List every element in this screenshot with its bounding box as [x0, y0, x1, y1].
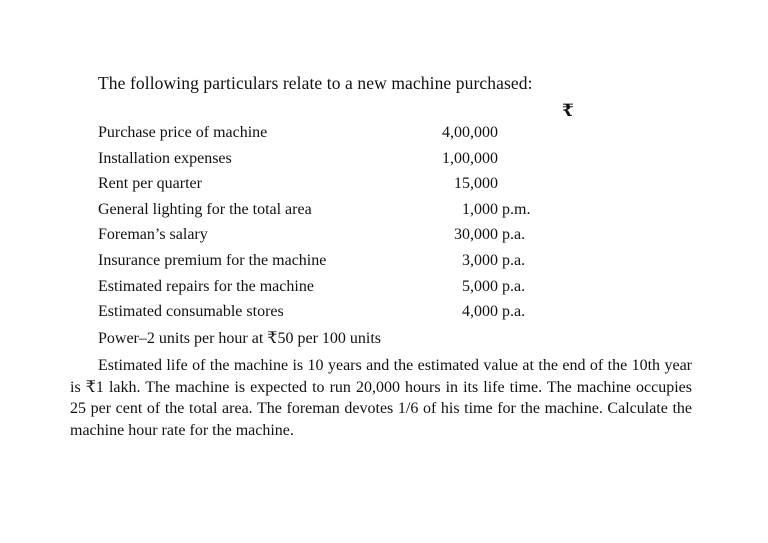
particular-row	[98, 124, 658, 150]
particular-label: General lighting for the total area	[98, 200, 312, 218]
particular-label: Estimated consumable stores	[98, 303, 284, 321]
particular-label: Installation expenses	[98, 149, 232, 167]
particular-amount: 3,000	[462, 251, 498, 269]
particular-unit: p.m.	[502, 200, 531, 218]
particular-row	[98, 150, 658, 176]
particulars-list	[98, 124, 658, 329]
particular-amount: 5,000	[462, 277, 498, 295]
currency-symbol: ₹	[562, 101, 574, 120]
particular-label: Estimated repairs for the machine	[98, 277, 314, 295]
particular-label: Foreman’s salary	[98, 226, 208, 244]
particular-row	[98, 175, 658, 201]
particular-label: Rent per quarter	[98, 175, 202, 193]
particular-amount: 4,000	[462, 303, 498, 321]
particular-label: Insurance premium for the machine	[98, 251, 327, 269]
particular-unit: p.a.	[502, 277, 526, 295]
particular-amount: 1,00,000	[442, 149, 498, 167]
particular-row	[98, 252, 658, 278]
particular-unit: p.a.	[502, 303, 526, 321]
particular-row	[98, 226, 658, 252]
particular-row	[98, 201, 658, 227]
particular-amount: 30,000	[454, 226, 498, 244]
problem-paragraph: Estimated life of the machine is 10 years and the estimated value at the end of the 10th year is ₹1 lakh. The machine is expected to run 20,000 hours in its life time. The machine occupies 25 per cent of the total area. The foreman devotes 1/6 of his time for the machine. Calculate the machine hour rate for the machine.	[70, 357, 692, 439]
particular-amount: 15,000	[454, 175, 498, 193]
particular-row	[98, 278, 658, 304]
particular-amount: 4,00,000	[442, 124, 498, 141]
power-line: Power–2 units per hour at ₹50 per 100 units	[98, 330, 382, 347]
particular-row	[98, 303, 658, 329]
particular-unit: p.a.	[502, 251, 526, 269]
particular-unit: p.a.	[502, 226, 526, 244]
particular-label: Purchase price of machine	[98, 124, 268, 141]
intro-heading: The following particulars relate to a new machine purchased:	[98, 73, 533, 93]
particular-amount: 1,000	[462, 200, 498, 218]
